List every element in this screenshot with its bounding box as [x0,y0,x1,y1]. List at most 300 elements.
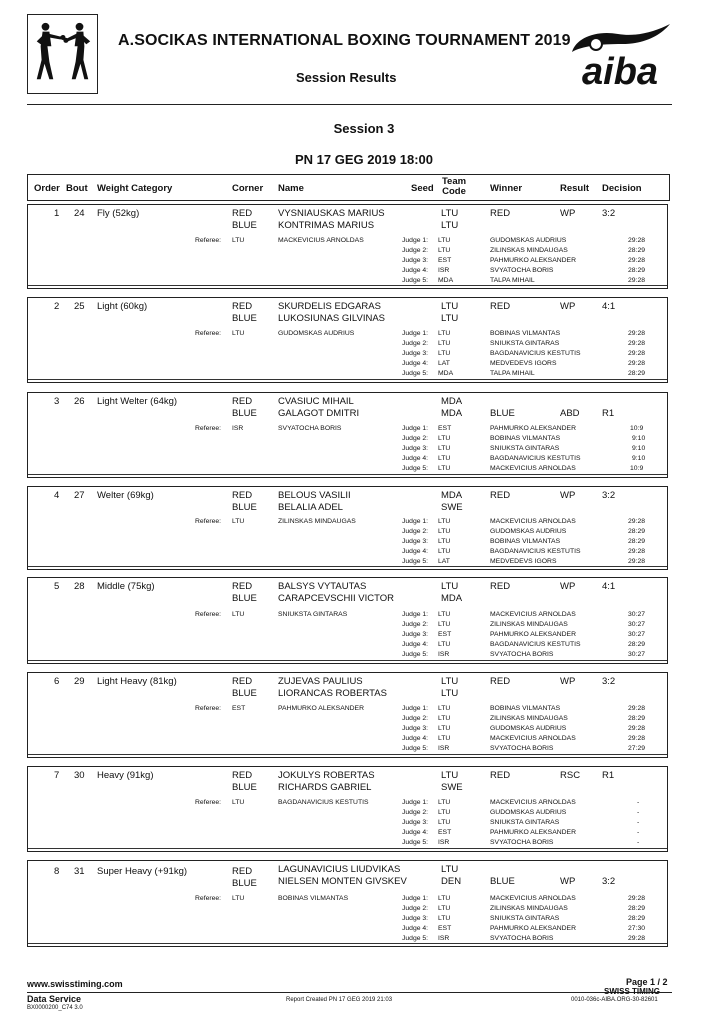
row-divider [28,943,667,944]
judge-country: LTU [438,725,451,732]
red-boxer-name: JOKULYS ROBERTAS [278,770,375,781]
judge-name: ZILINSKAS MINDAUGAS [490,621,568,628]
judge-score: 28:29 [628,538,646,545]
result: WP [560,301,576,312]
judge-score: 28:29 [628,370,646,377]
referee-name: BOBINAS VILMANTAS [278,895,349,902]
referee-country: LTU [232,895,245,902]
blue-team-code: LTU [441,688,459,699]
red-corner: RED [232,301,253,312]
blue-boxer-name: KONTRIMAS MARIUS [278,220,375,231]
judge-label: Judge 2: [402,809,429,816]
judge-score: 29:28 [628,935,646,942]
col-weight-category: Weight Category [97,183,173,194]
referee-country: LTU [232,611,245,618]
judge-country: MDA [438,277,454,284]
row-divider [28,754,667,755]
judge-label: Judge 4: [402,735,429,742]
swisstiming-link[interactable]: www.swisstiming.com [27,979,123,989]
red-team-code: LTU [441,301,459,312]
judge-score: 29:28 [628,277,646,284]
bout-row [27,204,668,289]
bout-row [27,392,668,478]
judge-name: GUDOMSKAS AUDRIUS [490,237,567,244]
judge-name: MACKEVICIUS ARNOLDAS [490,735,576,742]
judge-label: Judge 4: [402,455,429,462]
referee-label: Referee: [195,799,222,806]
aiba-swoosh-icon [572,24,670,52]
result: WP [560,581,576,592]
judge-name: ZILINSKAS MINDAUGAS [490,905,568,912]
column-header [27,174,670,201]
judge-score: 28:29 [628,715,646,722]
bout-order: 5 [54,581,60,592]
blue-boxer-name: NIELSEN MONTEN GIVSKEV [278,876,407,887]
judge-score: 28:29 [628,267,646,274]
judge-score: 29:28 [628,725,646,732]
row-divider [28,285,667,286]
result: WP [560,676,576,687]
judge-label: Judge 4: [402,829,429,836]
judge-country: LTU [438,809,451,816]
judge-country: LTU [438,455,451,462]
judge-score: - [637,809,640,816]
referee-country: LTU [232,518,245,525]
blue-team-code: LTU [441,220,459,231]
judge-label: Judge 2: [402,340,429,347]
judge-score: 9:10 [632,455,646,462]
swiss-timing-label: SWISS TIMING [604,987,660,996]
result: ABD [560,408,580,419]
judge-label: Judge 1: [402,237,429,244]
judge-country: LTU [438,905,451,912]
judge-country: LTU [438,528,451,535]
judge-label: Judge 3: [402,350,429,357]
row-divider [28,474,667,475]
judge-label: Judge 1: [402,799,429,806]
result: RSC [560,770,581,781]
judge-country: LTU [438,799,451,806]
referee-label: Referee: [195,611,222,618]
result: WP [560,876,576,887]
header-divider [27,104,672,105]
weight-category: Light Welter (64kg) [97,396,178,407]
judge-score: - [637,819,640,826]
winner: RED [490,581,511,592]
judge-name: ZILINSKAS MINDAUGAS [490,715,568,722]
judge-country: EST [438,631,452,638]
row-divider [28,660,667,661]
judge-country: LAT [438,558,450,565]
judge-country: LTU [438,350,451,357]
referee-name: BAGDANAVICIUS KESTUTIS [278,799,369,806]
session-datetime: PN 17 GEG 2019 18:00 [294,152,434,167]
referee-label: Referee: [195,895,222,902]
judge-label: Judge 5: [402,745,429,752]
aiba-logo-text: aiba [582,51,659,92]
bout-row [27,297,668,383]
judge-country: LTU [438,621,451,628]
judge-country: MDA [438,370,454,377]
red-corner: RED [232,490,253,501]
session-label: Session 3 [333,121,395,136]
judge-country: EST [438,257,452,264]
judge-name: BAGDANAVICIUS KESTUTIS [490,455,581,462]
bout-number: 29 [74,676,85,687]
judge-score: 28:29 [628,905,646,912]
judge-score: 28:29 [628,247,646,254]
judge-label: Judge 1: [402,611,429,618]
judge-name: GUDOMSKAS AUDRIUS [490,528,567,535]
judge-score: 27:30 [628,925,646,932]
footer-divider [27,992,672,993]
referee-country: LTU [232,237,245,244]
red-team-code: MDA [441,490,463,501]
judge-country: LTU [438,340,451,347]
judge-country: LTU [438,247,451,254]
judge-name: SVYATOCHA BORIS [490,935,554,942]
red-team-code: LTU [441,770,459,781]
judge-score: 29:28 [628,548,646,555]
bout-order: 7 [54,770,60,781]
winner: RED [490,676,511,687]
bout-number: 25 [74,301,85,312]
boxers-logo [27,14,98,94]
judge-label: Judge 2: [402,715,429,722]
judge-country: LTU [438,735,451,742]
judge-name: PAHMURKO ALEKSANDER [490,829,576,836]
judge-name: SVYATOCHA BORIS [490,267,554,274]
bout-order: 8 [54,866,60,877]
judge-score: 29:28 [628,360,646,367]
judge-label: Judge 3: [402,915,429,922]
judge-score: 30:27 [628,611,646,618]
referee-label: Referee: [195,518,222,525]
judge-country: EST [438,425,452,432]
judge-label: Judge 3: [402,725,429,732]
bout-order: 6 [54,676,60,687]
judge-name: TALPA MIHAIL [490,277,535,284]
judge-score: - [637,829,640,836]
judge-country: LTU [438,705,451,712]
bout-number: 28 [74,581,85,592]
judge-label: Judge 2: [402,621,429,628]
row-divider [28,379,667,380]
red-corner: RED [232,581,253,592]
judge-label: Judge 1: [402,895,429,902]
winner: BLUE [490,408,515,419]
weight-category: Welter (69kg) [97,490,154,501]
tournament-title: A.SOCIKAS INTERNATIONAL BOXING TOURNAMENT 2019 [118,32,571,49]
weight-category: Middle (75kg) [97,581,155,592]
boxers-icon [28,15,97,93]
bout-order: 4 [54,490,60,501]
judge-label: Judge 1: [402,705,429,712]
judge-country: LTU [438,518,451,525]
red-boxer-name: LAGUNAVICIUS LIUDVIKAS [278,864,401,875]
decision: 3:2 [602,208,616,219]
document-code: BX0000200_C74 3.0 [27,1005,83,1011]
col-winner: Winner [490,183,523,194]
judge-country: LTU [438,435,451,442]
blue-boxer-name: CARAPCEVSCHII VICTOR [278,593,394,604]
judge-name: MACKEVICIUS ARNOLDAS [490,799,576,806]
judge-label: Judge 1: [402,425,429,432]
judge-name: MACKEVICIUS ARNOLDAS [490,518,576,525]
judge-name: MACKEVICIUS ARNOLDAS [490,895,576,902]
judge-score: 29:28 [628,895,646,902]
bout-row [27,577,668,664]
judge-country: LTU [438,538,451,545]
blue-team-code: DEN [441,876,462,887]
judge-label: Judge 5: [402,277,429,284]
red-boxer-name: ZUJEVAS PAULIUS [278,676,363,687]
judge-label: Judge 4: [402,548,429,555]
judge-country: LTU [438,915,451,922]
judge-country: ISR [438,935,450,942]
judge-name: SNIUKSTA GINTARAS [490,819,560,826]
red-team-code: LTU [441,676,459,687]
judge-name: SVYATOCHA BORIS [490,745,554,752]
red-boxer-name: SKURDELIS EDGARAS [278,301,381,312]
result: WP [560,208,576,219]
judge-name: SNIUKSTA GINTARAS [490,915,560,922]
col-decision: Decision [602,183,642,194]
judge-score: 29:28 [628,330,646,337]
judge-name: GUDOMSKAS AUDRIUS [490,725,567,732]
judge-name: BOBINAS VILMANTAS [490,435,561,442]
winner: RED [490,208,511,219]
winner: RED [490,301,511,312]
judge-name: PAHMURKO ALEKSANDER [490,257,576,264]
bout-row [27,486,668,570]
referee-country: LTU [232,799,245,806]
decision: 4:1 [602,301,616,312]
bout-number: 30 [74,770,85,781]
blue-corner: BLUE [232,313,257,324]
weight-category: Super Heavy (+91kg) [97,866,188,877]
bout-number: 31 [74,866,85,877]
col-result: Result [560,183,590,194]
judge-label: Judge 1: [402,330,429,337]
judge-label: Judge 3: [402,445,429,452]
red-team-code: LTU [441,864,459,875]
judge-label: Judge 4: [402,925,429,932]
judge-name: SVYATOCHA BORIS [490,839,554,846]
referee-label: Referee: [195,237,222,244]
judge-country: LTU [438,237,451,244]
red-team-code: MDA [441,396,463,407]
col-team-code: Team Code [441,176,467,197]
referee-name: SNIUKSTA GINTARAS [278,611,348,618]
weight-category: Fly (52kg) [97,208,140,219]
judge-country: LTU [438,611,451,618]
data-service-label: Data Service [27,994,82,1004]
judge-name: SNIUKSTA GINTARAS [490,445,560,452]
bout-order: 1 [54,208,60,219]
judge-score: 28:29 [628,915,646,922]
col-name: Name [278,183,304,194]
judge-score: 27:29 [628,745,646,752]
judge-score: 29:28 [628,558,646,565]
judge-label: Judge 3: [402,257,429,264]
red-team-code: LTU [441,208,459,219]
blue-corner: BLUE [232,502,257,513]
referee-name: ZILINSKAS MINDAUGAS [278,518,356,525]
judge-country: EST [438,829,452,836]
judge-name: PAHMURKO ALEKSANDER [490,631,576,638]
judge-label: Judge 2: [402,905,429,912]
judge-name: BOBINAS VILMANTAS [490,538,561,545]
red-corner: RED [232,676,253,687]
blue-boxer-name: LUKOSIUNAS GILVINAS [278,313,385,324]
decision: 3:2 [602,676,616,687]
referee-country: ISR [232,425,244,432]
judge-score: 28:29 [628,641,646,648]
judge-name: BAGDANAVICIUS KESTUTIS [490,350,581,357]
red-corner: RED [232,770,253,781]
bout-row [27,766,668,852]
bout-order: 3 [54,396,60,407]
winner: RED [490,770,511,781]
red-corner: RED [232,866,253,877]
judge-label: Judge 3: [402,819,429,826]
judge-country: LTU [438,445,451,452]
judge-label: Judge 4: [402,641,429,648]
judge-country: LTU [438,895,451,902]
col-seed: Seed [411,183,434,194]
decision: 3:2 [602,490,616,501]
red-boxer-name: BALSYS VYTAUTAS [278,581,367,592]
judge-label: Judge 3: [402,631,429,638]
judge-label: Judge 2: [402,435,429,442]
referee-label: Referee: [195,425,222,432]
judge-name: GUDOMSKAS AUDRIUS [490,809,567,816]
blue-team-code: LTU [441,313,459,324]
blue-boxer-name: BELALIA ADEL [278,502,343,513]
judge-label: Judge 5: [402,370,429,377]
red-boxer-name: VYSNIAUSKAS MARIUS [278,208,385,219]
red-corner: RED [232,208,253,219]
referee-country: LTU [232,330,245,337]
judge-name: BAGDANAVICIUS KESTUTIS [490,641,581,648]
judge-label: Judge 4: [402,360,429,367]
blue-team-code: MDA [441,593,463,604]
judge-label: Judge 5: [402,651,429,658]
referee-name: GUDOMSKAS AUDRIUS [278,330,355,337]
blue-team-code: SWE [441,502,463,513]
judge-country: ISR [438,651,450,658]
referee-label: Referee: [195,705,222,712]
blue-team-code: SWE [441,782,463,793]
judge-country: ISR [438,839,450,846]
judge-score: 29:28 [628,350,646,357]
result: WP [560,490,576,501]
judge-score: 30:27 [628,631,646,638]
judge-country: EST [438,925,452,932]
referee-country: EST [232,705,246,712]
red-boxer-name: BELOUS VASILII [278,490,351,501]
bout-order: 2 [54,301,60,312]
judge-country: LTU [438,465,451,472]
judge-country: ISR [438,745,450,752]
judge-score: 29:28 [628,257,646,264]
blue-corner: BLUE [232,220,257,231]
col-corner: Corner [232,183,264,194]
col-order: Order [34,183,60,194]
weight-category: Light Heavy (81kg) [97,676,177,687]
judge-label: Judge 5: [402,839,429,846]
decision: R1 [602,770,615,781]
judge-name: SVYATOCHA BORIS [490,651,554,658]
weight-category: Light (60kg) [97,301,148,312]
judge-name: TALPA MIHAIL [490,370,535,377]
winner: BLUE [490,876,515,887]
judge-name: BOBINAS VILMANTAS [490,705,561,712]
judge-score: 30:27 [628,651,646,658]
judge-label: Judge 5: [402,558,429,565]
judge-name: ZILINSKAS MINDAUGAS [490,247,568,254]
judge-name: MACKEVICIUS ARNOLDAS [490,611,576,618]
judge-country: LTU [438,548,451,555]
blue-boxer-name: RICHARDS GABRIEL [278,782,372,793]
judge-country: LTU [438,641,451,648]
judge-score: 10:9 [630,465,644,472]
blue-boxer-name: LIORANCAS ROBERTAS [278,688,387,699]
judge-score: 10:9 [630,425,644,432]
judge-name: BOBINAS VILMANTAS [490,330,561,337]
bout-row [27,860,668,947]
page-subtitle: Session Results [296,70,397,85]
judge-label: Judge 3: [402,538,429,545]
judge-name: SNIUKSTA GINTARAS [490,340,560,347]
bout-number: 24 [74,208,85,219]
judge-name: MEDVEDEVS IGORS [490,558,557,565]
judge-score: 30:27 [628,621,646,628]
row-divider [28,566,667,567]
judge-name: MACKEVICIUS ARNOLDAS [490,465,576,472]
referee-name: MACKEVICIUS ARNOLDAS [278,237,364,244]
blue-corner: BLUE [232,408,257,419]
judge-score: 28:29 [628,528,646,535]
judge-name: PAHMURKO ALEKSANDER [490,425,576,432]
red-corner: RED [232,396,253,407]
judge-label: Judge 5: [402,465,429,472]
judge-country: LAT [438,360,450,367]
judge-label: Judge 2: [402,528,429,535]
judge-score: 29:28 [628,340,646,347]
blue-boxer-name: GALAGOT DMITRI [278,408,360,419]
bout-row [27,672,668,758]
judge-country: LTU [438,330,451,337]
red-boxer-name: CVASIUC MIHAIL [278,396,354,407]
judge-score: 29:28 [628,237,646,244]
decision: 4:1 [602,581,616,592]
report-created: Report Created PN 17 GEG 2019 21:03 [286,997,393,1003]
decision: R1 [602,408,615,419]
judge-score: 29:28 [628,735,646,742]
judge-name: BAGDANAVICIUS KESTUTIS [490,548,581,555]
judge-label: Judge 5: [402,935,429,942]
referee-name: SVYATOCHA BORIS [278,425,342,432]
bout-number: 27 [74,490,85,501]
weight-category: Heavy (91kg) [97,770,154,781]
referee-name: PAHMURKO ALEKSANDER [278,705,364,712]
judge-country: ISR [438,267,450,274]
row-divider [28,848,667,849]
blue-team-code: MDA [441,408,463,419]
judge-label: Judge 1: [402,518,429,525]
